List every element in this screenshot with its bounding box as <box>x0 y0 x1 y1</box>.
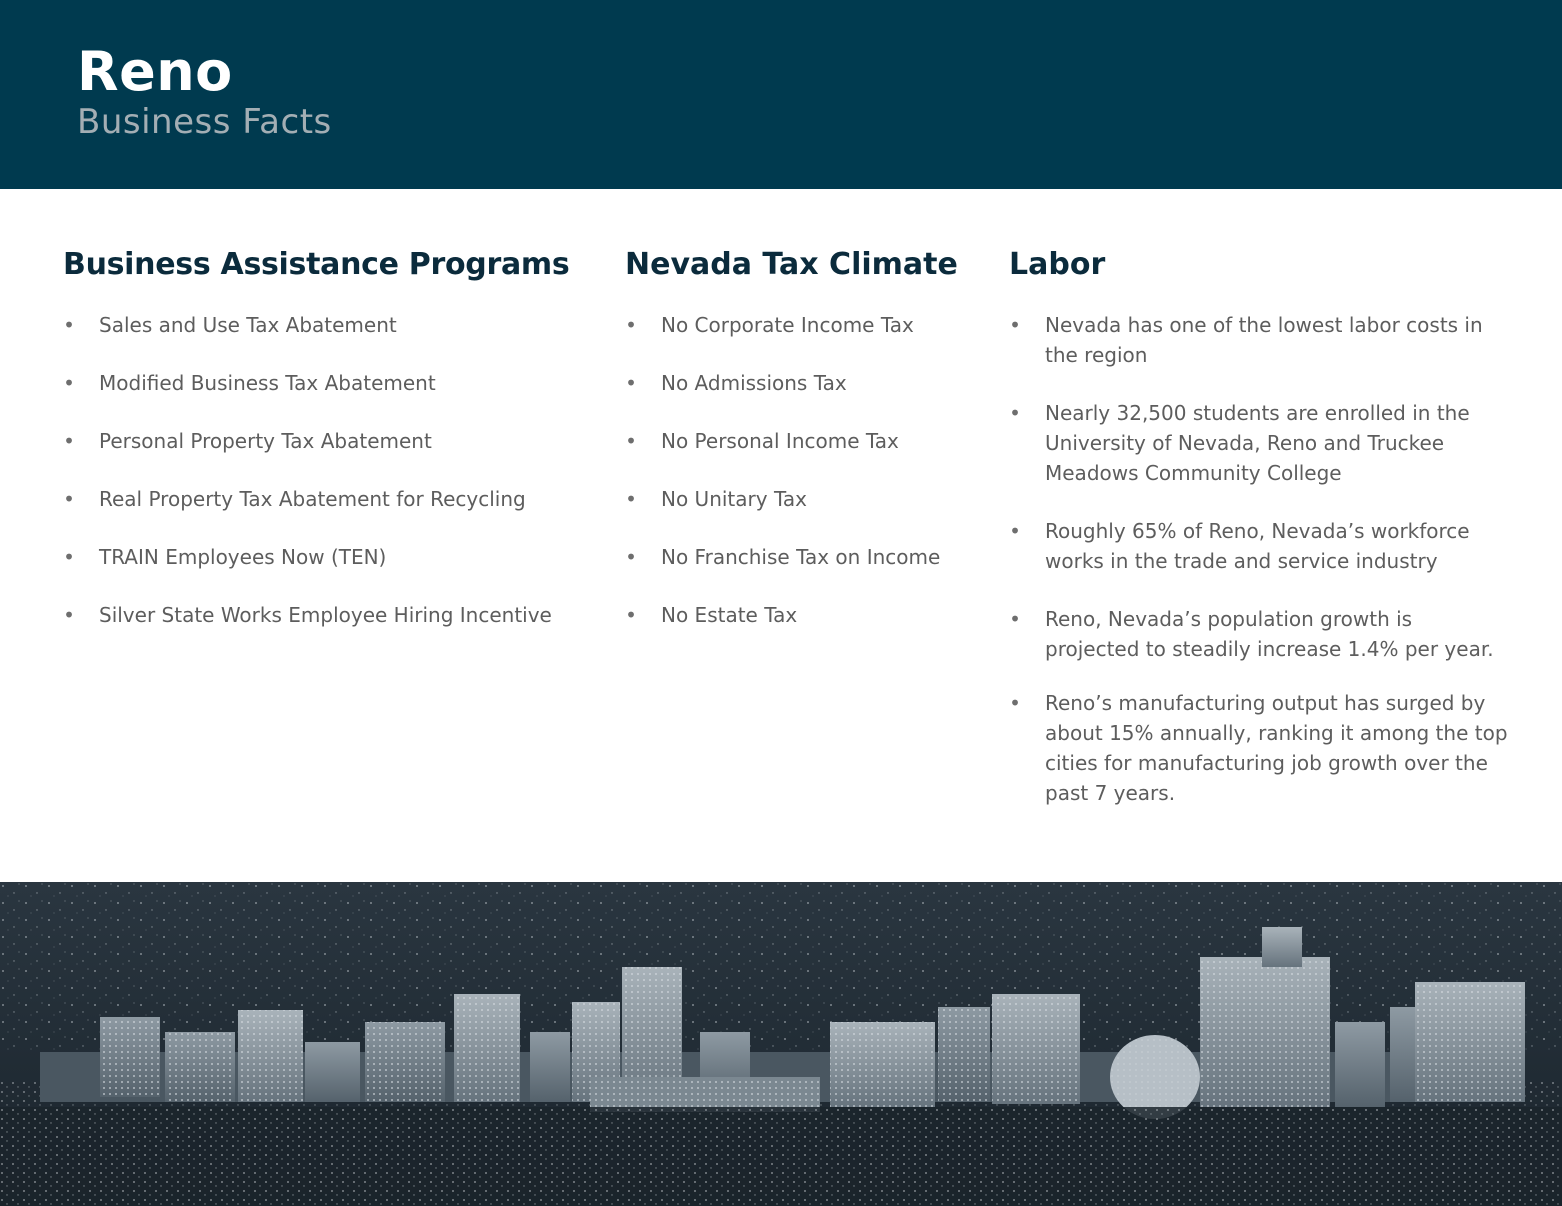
section-title: Labor <box>1009 247 1106 282</box>
bullet-icon: • <box>1009 607 1021 631</box>
bullet-icon: • <box>1009 691 1021 715</box>
city-skyline-photo <box>0 882 1562 1206</box>
bullet-icon: • <box>625 545 637 569</box>
labor-section <box>1009 243 1509 813</box>
section-title: Business Assistance Programs <box>63 247 570 282</box>
list-item <box>1009 516 1509 576</box>
list-item <box>625 310 985 340</box>
list-item-text: Silver State Works Employee Hiring Incentive <box>99 603 552 627</box>
bullet-icon: • <box>625 487 637 511</box>
list-item <box>63 542 583 572</box>
labor-list <box>1009 310 1509 808</box>
list-item <box>625 542 985 572</box>
list-item <box>1009 688 1509 808</box>
bullet-icon: • <box>1009 313 1021 337</box>
bullet-icon: • <box>1009 401 1021 425</box>
list-item <box>625 484 985 514</box>
list-item-text: Nearly 32,500 students are enrolled in the University of Nevada, Reno and Truckee Meadows Community College <box>1045 401 1470 485</box>
bullet-icon: • <box>625 603 637 627</box>
page-subtitle: Business Facts <box>77 102 332 142</box>
list-item-text: TRAIN Employees Now (TEN) <box>99 545 387 569</box>
list-item-text: Sales and Use Tax Abatement <box>99 313 397 337</box>
bullet-icon: • <box>63 487 75 511</box>
page-title: Reno <box>77 40 233 103</box>
list-item <box>63 600 583 630</box>
bullet-icon: • <box>625 371 637 395</box>
list-item-text: Reno, Nevada’s population growth is projected to steadily increase 1.4% per year. <box>1045 607 1494 661</box>
list-item-text: Modified Business Tax Abatement <box>99 371 436 395</box>
list-item <box>625 600 985 630</box>
business-assistance-section <box>63 243 583 635</box>
business-assistance-list <box>63 310 583 630</box>
skyline-illustration <box>0 882 1562 1206</box>
bullet-icon: • <box>1009 519 1021 543</box>
list-item <box>63 310 583 340</box>
bullet-icon: • <box>63 429 75 453</box>
bullet-icon: • <box>63 603 75 627</box>
list-item-text: Roughly 65% of Reno, Nevada’s workforce works in the trade and service industry <box>1045 519 1470 573</box>
list-item-text: No Admissions Tax <box>661 371 847 395</box>
list-item-text: Reno’s manufacturing output has surged by about 15% annually, ranking it among the top cities for manufacturing job growth over the past 7 years. <box>1045 691 1508 805</box>
bullet-icon: • <box>63 545 75 569</box>
list-item-text: No Estate Tax <box>661 603 798 627</box>
list-item <box>63 426 583 456</box>
section-title: Nevada Tax Climate <box>625 247 958 282</box>
list-item-text: Personal Property Tax Abatement <box>99 429 432 453</box>
bullet-icon: • <box>625 313 637 337</box>
list-item-text: No Unitary Tax <box>661 487 807 511</box>
list-item-text: Real Property Tax Abatement for Recycling <box>99 487 526 511</box>
list-item-text: No Franchise Tax on Income <box>661 545 941 569</box>
list-item <box>625 426 985 456</box>
bullet-icon: • <box>63 313 75 337</box>
list-item <box>63 484 583 514</box>
list-item <box>63 368 583 398</box>
list-item <box>625 368 985 398</box>
list-item-text: No Corporate Income Tax <box>661 313 914 337</box>
list-item-text: No Personal Income Tax <box>661 429 899 453</box>
bullet-icon: • <box>625 429 637 453</box>
bullet-icon: • <box>63 371 75 395</box>
list-item <box>1009 310 1509 370</box>
tax-climate-list <box>625 310 985 630</box>
list-item <box>1009 398 1509 488</box>
list-item <box>1009 604 1509 664</box>
header-banner <box>0 0 1562 189</box>
list-item-text: Nevada has one of the lowest labor costs in the region <box>1045 313 1483 367</box>
tax-climate-section <box>625 243 985 635</box>
